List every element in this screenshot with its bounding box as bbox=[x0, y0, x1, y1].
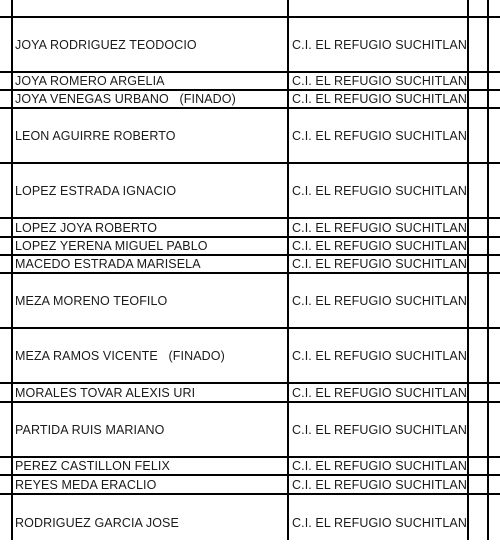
table-row bbox=[0, 0, 500, 18]
name-cell: LOPEZ YERENA MIGUEL PABLO bbox=[15, 239, 208, 253]
table-row bbox=[0, 238, 500, 256]
name-cell bbox=[15, 0, 285, 16]
table-row bbox=[0, 329, 500, 384]
name-cell: LOPEZ JOYA ROBERTO bbox=[15, 220, 158, 235]
name-cell: PARTIDA RUIS MARIANO bbox=[15, 422, 165, 437]
table-row bbox=[0, 219, 500, 238]
name-cell: RODRIGUEZ GARCIA JOSE bbox=[15, 515, 179, 530]
name-cell: REYES MEDA ERACLIO bbox=[15, 477, 157, 492]
place-cell: C.I. EL REFUGIO SUCHITLAN bbox=[292, 515, 467, 530]
table-row bbox=[0, 274, 500, 329]
table-row bbox=[0, 73, 500, 91]
name-cell: MEZA RAMOS VICENTE (FINADO) bbox=[15, 348, 225, 363]
place-cell: C.I. EL REFUGIO SUCHITLAN bbox=[292, 422, 467, 437]
place-cell: C.I. EL REFUGIO SUCHITLAN bbox=[292, 74, 467, 88]
name-cell: JOYA RODRIGUEZ TEODOCIO bbox=[15, 37, 197, 52]
name-cell: LOPEZ ESTRADA IGNACIO bbox=[15, 183, 177, 198]
place-cell: C.I. EL REFUGIO SUCHITLAN bbox=[292, 293, 467, 308]
place-cell: C.I. EL REFUGIO SUCHITLAN bbox=[292, 459, 467, 473]
table-row bbox=[0, 384, 500, 403]
table-row bbox=[0, 164, 500, 219]
place-cell: C.I. EL REFUGIO SUCHITLAN bbox=[292, 128, 467, 143]
place-cell: C.I. EL REFUGIO SUCHITLAN bbox=[292, 385, 467, 400]
table-row bbox=[0, 91, 500, 109]
place-cell: C.I. EL REFUGIO SUCHITLAN bbox=[292, 37, 467, 52]
name-cell: LEON AGUIRRE ROBERTO bbox=[15, 128, 176, 143]
table-row bbox=[0, 403, 500, 458]
name-cell: JOYA ROMERO ARGELIA bbox=[15, 74, 165, 88]
place-cell: C.I. EL REFUGIO SUCHITLAN bbox=[292, 183, 467, 198]
place-cell bbox=[292, 0, 467, 16]
table-row bbox=[0, 458, 500, 476]
place-cell: C.I. EL REFUGIO SUCHITLAN bbox=[292, 220, 467, 235]
place-cell: C.I. EL REFUGIO SUCHITLAN bbox=[292, 239, 467, 253]
place-cell: C.I. EL REFUGIO SUCHITLAN bbox=[292, 348, 467, 363]
name-cell: MACEDO ESTRADA MARISELA bbox=[15, 257, 201, 271]
name-cell: JOYA VENEGAS URBANO (FINADO) bbox=[15, 92, 236, 106]
table-row bbox=[0, 18, 500, 73]
place-cell: C.I. EL REFUGIO SUCHITLAN bbox=[292, 92, 467, 106]
table-row bbox=[0, 495, 500, 550]
name-cell: PEREZ CASTILLON FELIX bbox=[15, 459, 170, 473]
table-row bbox=[0, 256, 500, 274]
name-cell: MORALES TOVAR ALEXIS URI bbox=[15, 385, 196, 400]
table-row bbox=[0, 476, 500, 495]
name-cell: MEZA MORENO TEOFILO bbox=[15, 293, 168, 308]
place-cell: C.I. EL REFUGIO SUCHITLAN bbox=[292, 257, 467, 271]
table-row bbox=[0, 109, 500, 164]
place-cell: C.I. EL REFUGIO SUCHITLAN bbox=[292, 477, 467, 492]
